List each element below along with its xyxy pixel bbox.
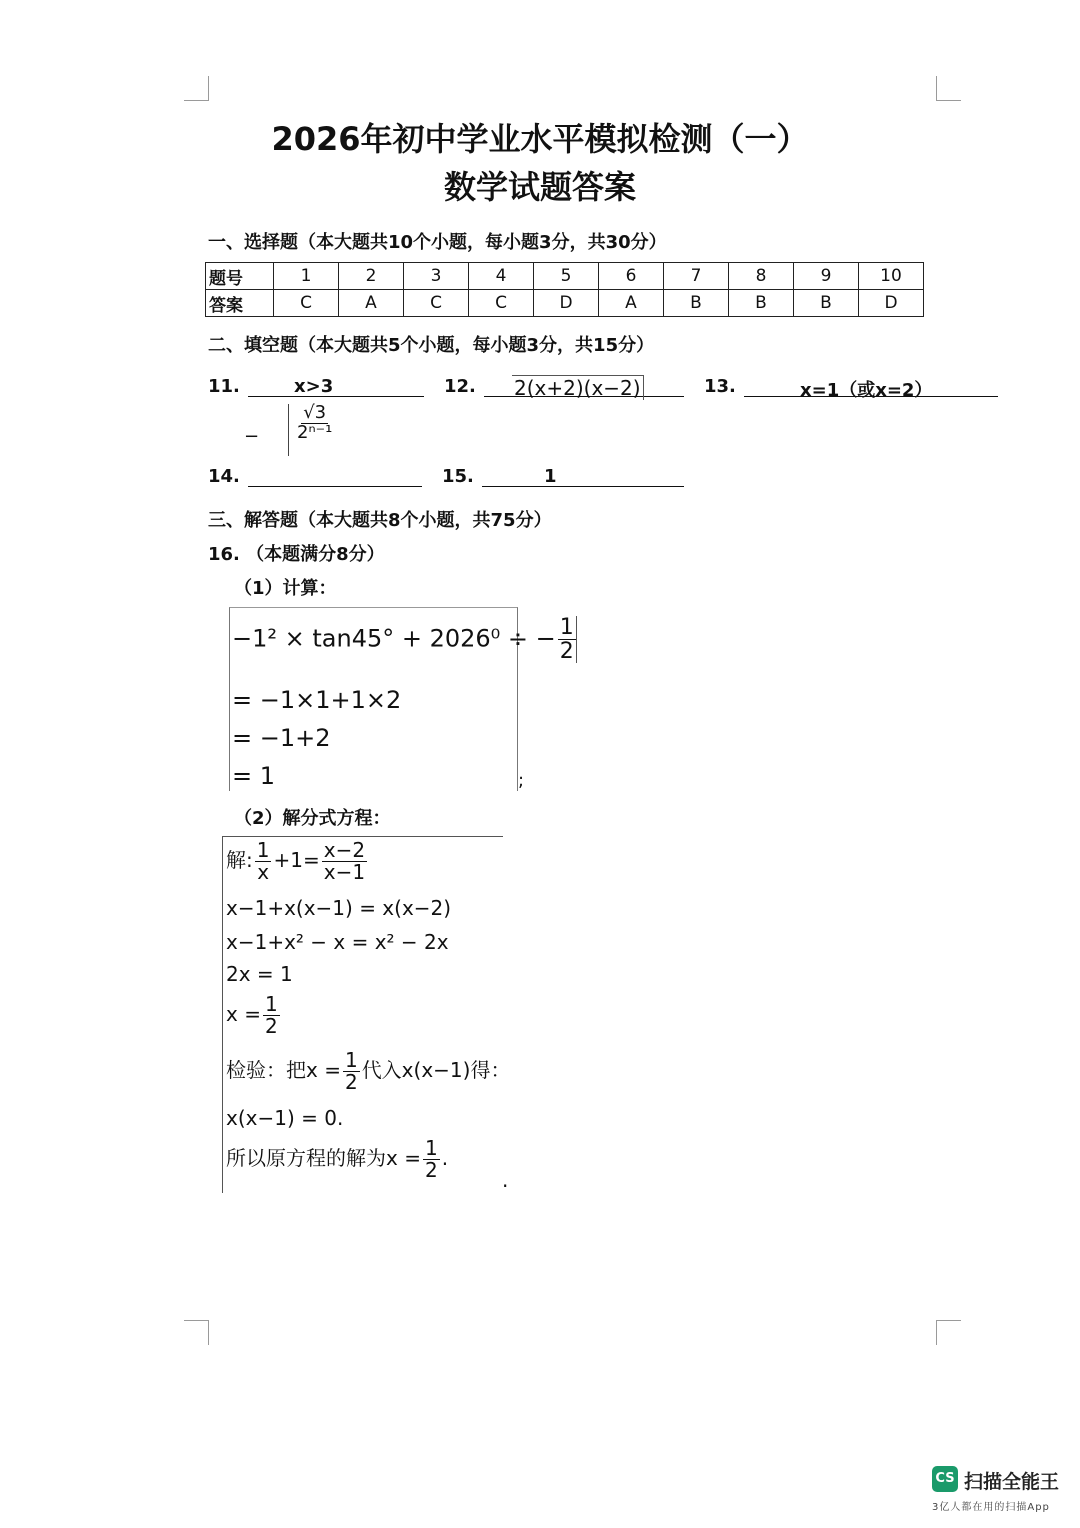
part1-line1-expr: −1² × tan45° + 2026⁰ ÷ − (232, 624, 556, 653)
answer-table-question-row (206, 263, 924, 290)
q11-number: 11. (208, 376, 240, 397)
fraction-numerator: 1 (256, 838, 270, 862)
part2-line8-prefix: 所以原方程的解为x = (226, 1146, 421, 1170)
fraction-denominator: x−1 (323, 860, 366, 884)
crop-mark-bottom-right (936, 1320, 961, 1345)
table-cell: B (729, 290, 794, 317)
table-cell: A (339, 290, 404, 317)
q16-part2-label: （2）解分式方程： (234, 808, 391, 829)
part1-line3: = −1+2 (232, 724, 331, 752)
part1-line2: = −1×1+1×2 (232, 686, 402, 714)
q14-answer-numerator: √3 (303, 402, 327, 423)
q16-heading: 16. （本题满分8分） (208, 544, 385, 565)
table-cell: 7 (664, 263, 729, 290)
stray-period: . (502, 1168, 509, 1192)
crop-mark-top-right (936, 76, 961, 101)
crop-mark-top-left (184, 76, 209, 101)
part1-line1-numerator: 1 (559, 615, 574, 640)
table-cell: 9 (794, 263, 859, 290)
section2-heading: 二、填空题（本大题共5个小题，每小题3分，共15分） (208, 335, 655, 356)
answer-table-answer-row (206, 290, 924, 317)
table-cell: C (404, 290, 469, 317)
answer-table (205, 262, 924, 317)
q14-answer-sign: − (244, 426, 260, 447)
part2-line4: 2x = 1 (226, 962, 293, 986)
part1-line4: = 1 (232, 762, 276, 790)
fraction-denominator: 2 (264, 1014, 278, 1038)
camscanner-logo-icon: CS (932, 1466, 958, 1492)
part2-line3: x−1+x² − x = x² − 2x (226, 930, 449, 954)
fraction-numerator: 1 (264, 992, 278, 1016)
table-cell: 6 (599, 263, 664, 290)
part2-line8-suffix: . (441, 1146, 449, 1170)
q15-blank (482, 464, 684, 487)
q11-blank (248, 374, 424, 397)
fraction-numerator: x−2 (323, 838, 366, 862)
fraction-numerator: 1 (424, 1136, 438, 1160)
part2-line6-prefix: 检验：把x = (226, 1058, 341, 1082)
table-cell: D (534, 290, 599, 317)
table-cell: B (664, 290, 729, 317)
q14-answer (288, 404, 336, 456)
part1-end-semicolon: ; (518, 770, 525, 791)
fraction-numerator: 1 (344, 1048, 358, 1072)
part2-line6-suffix: 代入x(x−1)得： (361, 1058, 511, 1082)
fraction-denominator: 2 (424, 1158, 438, 1182)
watermark-name: 扫描全能王 (964, 1471, 1060, 1493)
q11-answer: x>3 (294, 376, 334, 397)
exam-title: 2026年初中学业水平模拟检测（一） (271, 120, 809, 158)
section3-heading: 三、解答题（本大题共8个小题，共75分） (208, 510, 552, 531)
exam-subtitle: 数学试题答案 (443, 168, 636, 206)
part2-line1 (226, 840, 369, 883)
part2-line8 (226, 1138, 448, 1181)
watermark-tagline: 3亿人都在用的扫描App (932, 1502, 1050, 1513)
part2-line6 (226, 1050, 510, 1093)
q16-part1-label: （1）计算： (234, 578, 337, 599)
table-cell: 3 (404, 263, 469, 290)
table-cell: B (794, 290, 859, 317)
crop-mark-bottom-left (184, 1320, 209, 1345)
q12-answer: 2(x+2)(x−2) (512, 375, 644, 400)
fraction-denominator: 2 (344, 1070, 358, 1094)
table-cell: C (469, 290, 534, 317)
q14-blank (248, 464, 422, 487)
part1-line1 (232, 616, 579, 663)
part2-line5 (226, 994, 282, 1037)
table-cell: 2 (339, 263, 404, 290)
q12-number: 12. (444, 376, 476, 397)
part1-line1-denominator: 2 (559, 639, 574, 665)
q15-answer: 1 (544, 466, 557, 487)
part2-line1-mid: +1= (273, 848, 320, 872)
q14-answer-denominator: 2ⁿ⁻¹ (297, 421, 333, 443)
q14-number: 14. (208, 466, 240, 487)
table-cell: D (859, 290, 924, 317)
row-label-question: 题号 (206, 263, 274, 290)
table-cell: 1 (274, 263, 339, 290)
fraction-denominator: x (257, 860, 270, 884)
q13-number: 13. (704, 376, 736, 397)
part2-line7: x(x−1) = 0. (226, 1106, 344, 1130)
row-label-answer: 答案 (206, 290, 274, 317)
section1-heading: 一、选择题（本大题共10个小题，每小题3分，共30分） (208, 232, 667, 253)
table-cell: 10 (859, 263, 924, 290)
q13-answer: x=1（或x=2） (800, 380, 933, 401)
table-cell: A (599, 290, 664, 317)
part2-line2: x−1+x(x−1) = x(x−2) (226, 896, 452, 920)
table-cell: 5 (534, 263, 599, 290)
part2-line1-prefix: 解: (226, 848, 253, 872)
table-cell: 8 (729, 263, 794, 290)
table-cell: C (274, 290, 339, 317)
table-cell: 4 (469, 263, 534, 290)
q15-number: 15. (442, 466, 474, 487)
part2-line5-prefix: x = (226, 1002, 261, 1026)
